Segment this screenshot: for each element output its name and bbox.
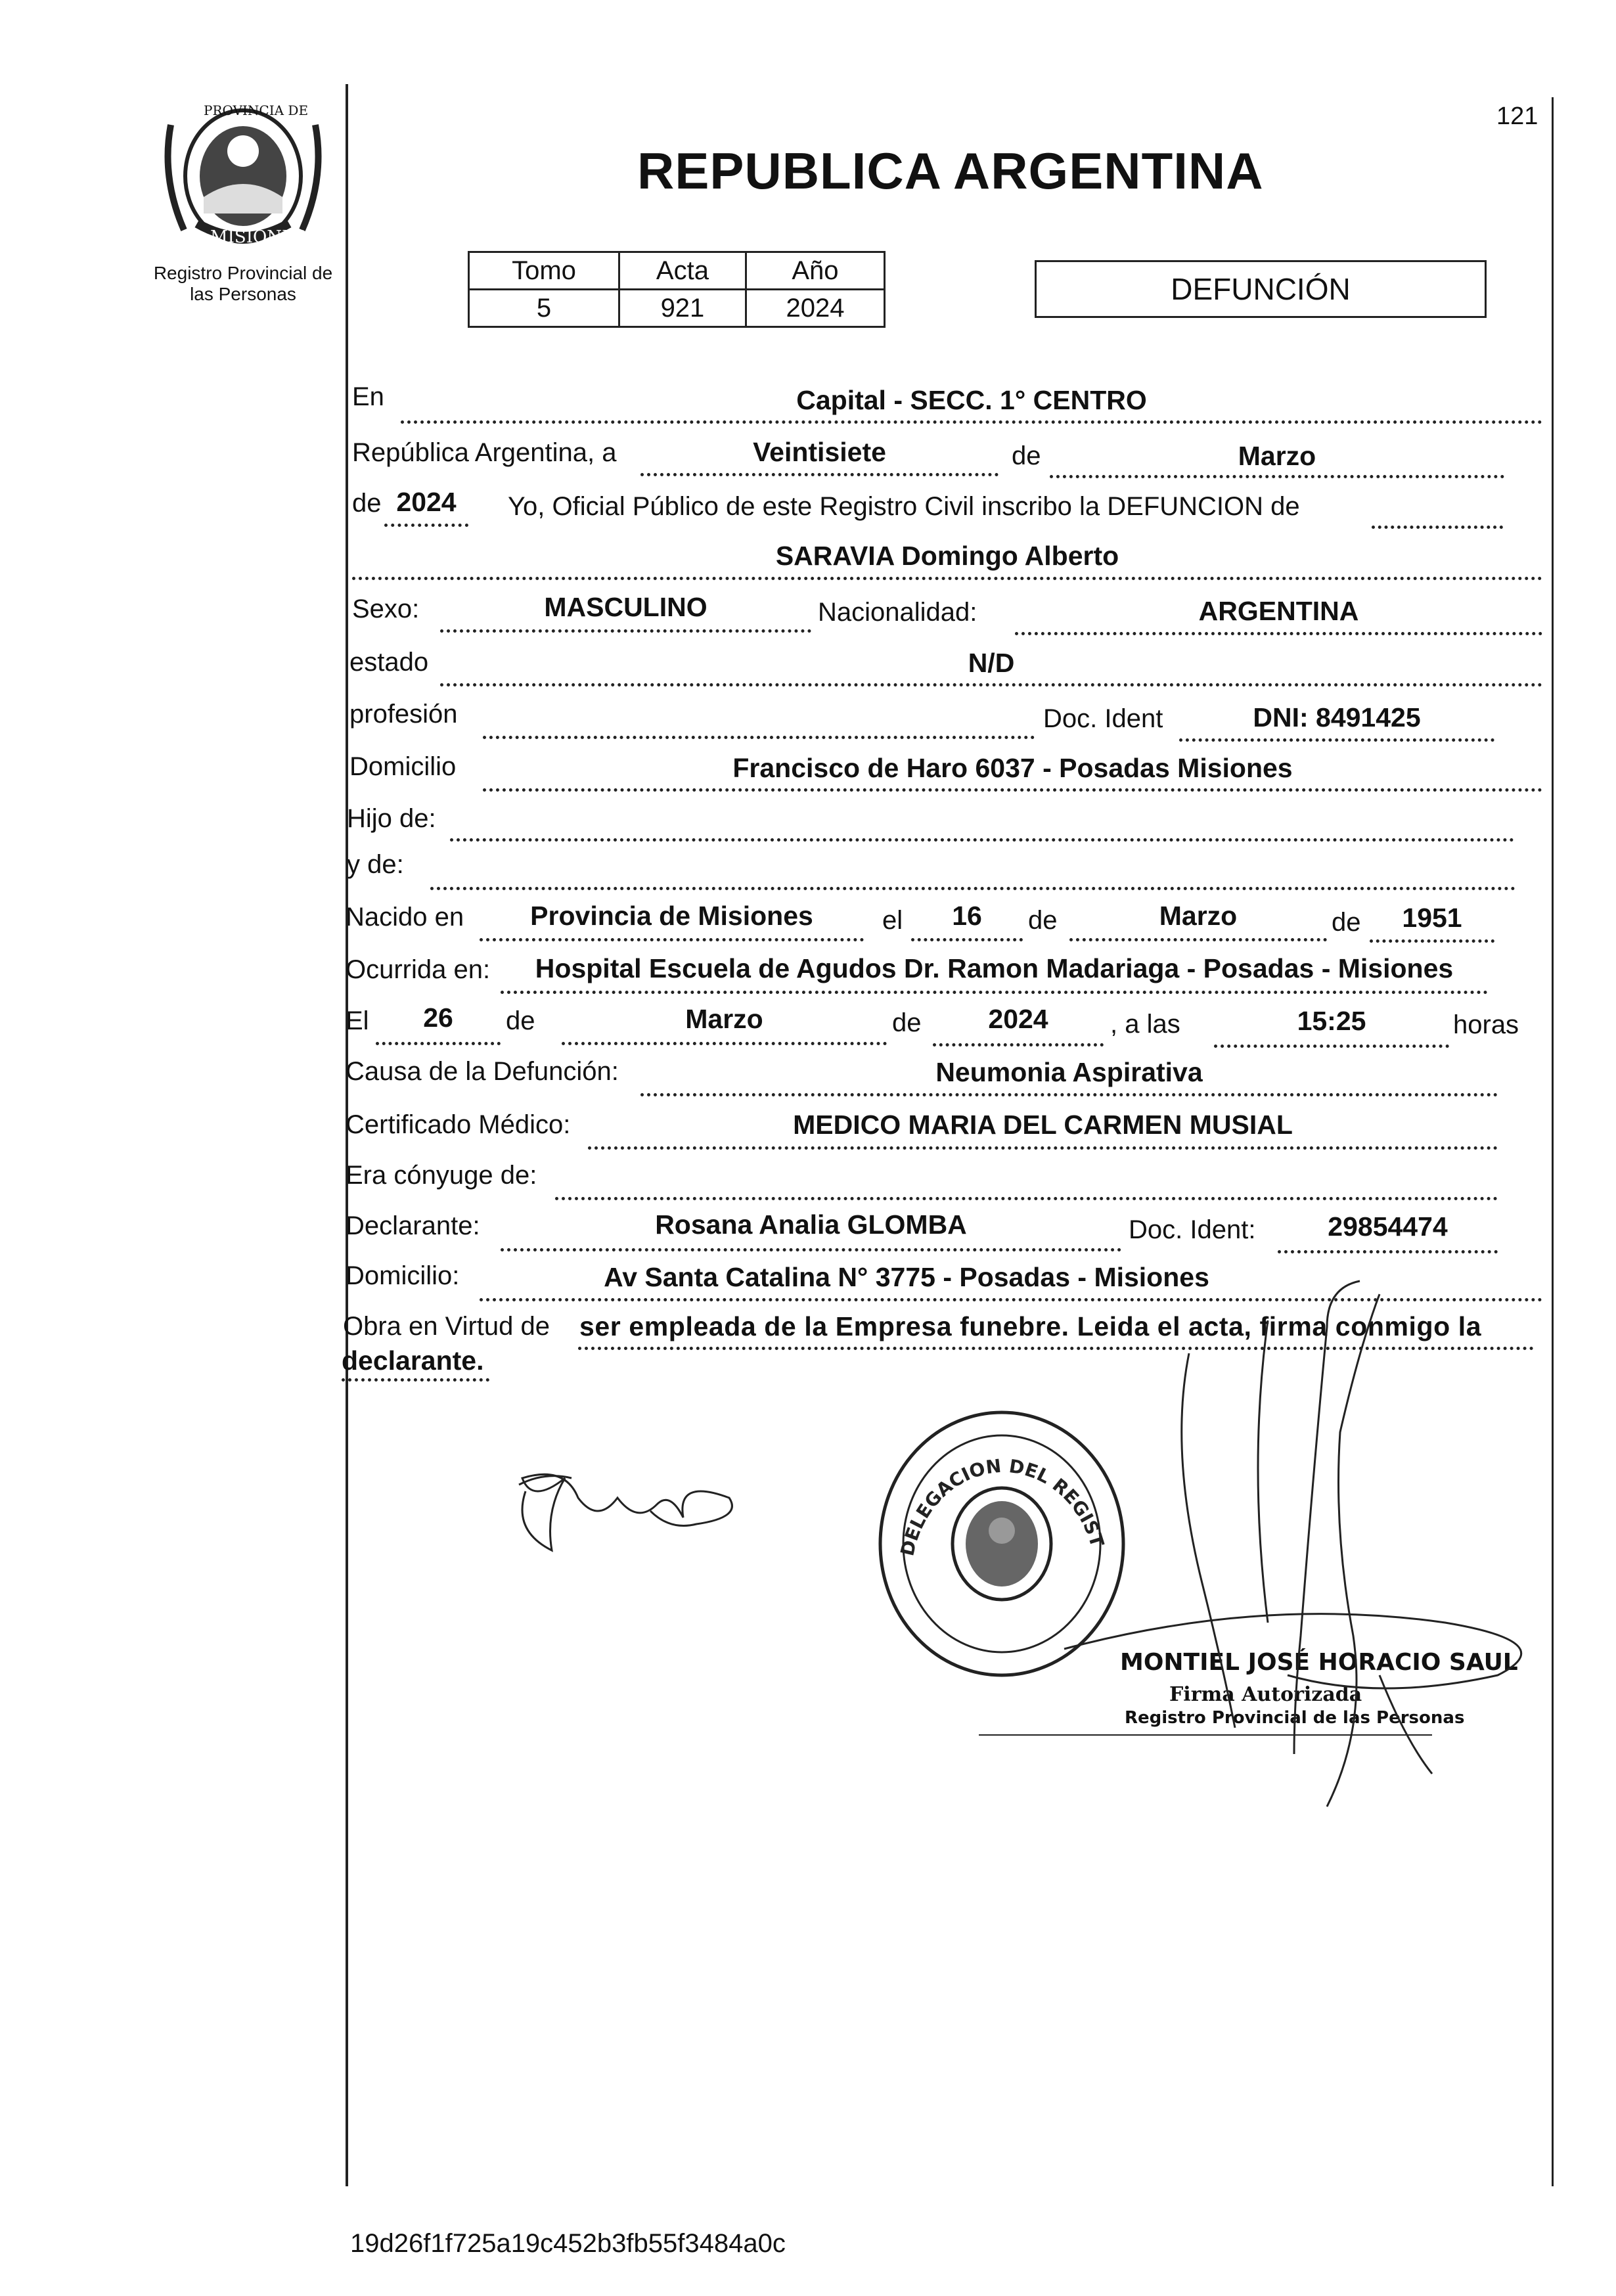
registry-line-2: las Personas	[190, 284, 296, 304]
act-table-header: Año	[746, 252, 884, 290]
month-value: Marzo	[1238, 441, 1316, 471]
estado-value: N/D	[968, 648, 1015, 678]
declarante-value: Rosana Analia GLOMBA	[655, 1209, 967, 1240]
a-las-label: , a las	[1110, 1010, 1180, 1039]
domicilio2-value: Av Santa Catalina N° 3775 - Posadas - Misiones	[604, 1262, 1209, 1292]
estado-dotted-line	[440, 683, 1542, 687]
official-office: Registro Provincial de las Personas	[1125, 1708, 1465, 1728]
nacionalidad-value: ARGENTINA	[1198, 596, 1359, 626]
nacido-anio-dotted-line	[1370, 939, 1494, 943]
seal-text-bottom: MISIONES	[210, 227, 306, 247]
hijo-label: Hijo de:	[347, 804, 436, 833]
act-anio-value: 2024	[746, 290, 884, 327]
conyuge-label: Era cónyuge de:	[346, 1161, 537, 1190]
domicilio-dotted-line	[483, 788, 1542, 792]
inscribo-dotted-line	[1372, 526, 1503, 529]
deceased-dotted-line	[352, 577, 1542, 580]
registry-line-1: Registro Provincial de	[153, 263, 333, 283]
defuncion-dia-value: 26	[423, 1002, 453, 1033]
declarant-signature	[486, 1452, 749, 1570]
page-title: REPUBLICA ARGENTINA	[637, 142, 1264, 200]
act-table-header: Acta	[619, 252, 746, 290]
day-words-value: Veintisiete	[753, 437, 886, 467]
act-table-value-row	[469, 290, 885, 327]
doc-ident-dotted-line	[1179, 738, 1494, 742]
hijo-dotted-line	[450, 838, 1514, 842]
act-table-header-row	[469, 252, 885, 290]
deceased-name-value: SARAVIA Domingo Alberto	[775, 541, 1119, 571]
y-de-label: y de:	[347, 850, 404, 879]
nacido-de-label: de	[1028, 906, 1058, 935]
declarante-dotted-line	[501, 1248, 1121, 1251]
obra-value-2: declarante.	[342, 1345, 484, 1376]
defuncion-mes-dotted-line	[562, 1042, 887, 1045]
declarante-label: Declarante:	[346, 1211, 480, 1240]
nacido-dia-dotted-line	[911, 938, 1023, 941]
official-signature	[985, 1268, 1550, 1813]
doc-ident-value: DNI: 8491425	[1253, 702, 1421, 732]
causa-value: Neumonia Aspirativa	[935, 1057, 1203, 1087]
defuncion-anio-value: 2024	[988, 1004, 1048, 1034]
nacido-lugar-value: Provincia de Misiones	[530, 901, 813, 931]
seal-text-top: PROVINCIA DE	[204, 102, 309, 118]
province-seal	[158, 99, 328, 250]
inscribo-text: Yo, Oficial Público de este Registro Civil inscribo la DEFUNCION de	[508, 492, 1300, 521]
republica-label: República Argentina, a	[352, 438, 617, 467]
obra-value: ser empleada de la Empresa funebre. Leida el acta, firma conmigo la	[579, 1311, 1482, 1341]
page-number: 121	[1496, 102, 1538, 130]
horas-label: horas	[1453, 1010, 1519, 1039]
ocurrida-label: Ocurrida en:	[346, 955, 491, 984]
sexo-value: MASCULINO	[544, 592, 707, 622]
sexo-dotted-line	[440, 629, 811, 633]
defuncion-de-label: de	[506, 1006, 535, 1035]
defuncion-mes-value: Marzo	[685, 1004, 763, 1034]
document-hash: 19d26f1f725a19c452b3fb55f3484a0c	[350, 2229, 786, 2258]
month-dotted-line	[1050, 475, 1504, 478]
conyuge-dotted-line	[555, 1197, 1498, 1200]
doc-ident2-value: 29854474	[1328, 1211, 1448, 1242]
domicilio-value: Francisco de Haro 6037 - Posadas Misiones	[732, 753, 1293, 783]
en-label: En	[352, 382, 384, 411]
doc-ident2-label: Doc. Ident:	[1129, 1215, 1256, 1244]
nacido-de-label-2: de	[1332, 908, 1361, 937]
defuncion-anio-dotted-line	[933, 1043, 1104, 1047]
certificado-dotted-line	[588, 1146, 1498, 1150]
defuncion-dia-dotted-line	[376, 1042, 501, 1045]
act-type: DEFUNCIÓN	[1171, 272, 1351, 306]
act-type-box	[1035, 260, 1487, 318]
act-table	[468, 251, 886, 328]
right-margin-line	[1552, 97, 1554, 2186]
official-role: Firma Autorizada	[1169, 1683, 1362, 1706]
domicilio-label: Domicilio	[349, 752, 457, 781]
day-dotted-line	[640, 473, 999, 476]
nacido-mes-dotted-line	[1069, 938, 1327, 941]
defuncion-de-label-2: de	[892, 1008, 922, 1037]
registry-name	[99, 263, 388, 305]
nacionalidad-label: Nacionalidad:	[818, 598, 977, 627]
hora-dotted-line	[1214, 1045, 1449, 1048]
certificado-value: MEDICO MARIA DEL CARMEN MUSIAL	[793, 1110, 1293, 1140]
nacido-dia-value: 16	[952, 901, 982, 931]
el-label: el	[882, 906, 903, 935]
de-label: de	[1012, 441, 1041, 470]
seal-arc-text: DELEGACION DEL REGIST	[896, 1454, 1108, 1558]
act-acta-value: 921	[619, 290, 746, 327]
ocurrida-dotted-line	[501, 991, 1488, 994]
obra-label: Obra en Virtud de	[343, 1312, 550, 1341]
nacido-lugar-dotted-line	[480, 938, 864, 941]
doc-ident2-dotted-line	[1278, 1250, 1498, 1253]
en-value: Capital - SECC. 1° CENTRO	[796, 385, 1147, 415]
act-tomo-value: 5	[469, 290, 619, 327]
y-de-dotted-line	[430, 887, 1515, 890]
causa-dotted-line	[640, 1093, 1498, 1096]
doc-ident-label: Doc. Ident	[1043, 704, 1163, 733]
causa-label: Causa de la Defunción:	[346, 1057, 619, 1086]
de-year-label: de	[352, 489, 382, 518]
year-value: 2024	[396, 487, 457, 517]
nacido-label: Nacido en	[346, 903, 464, 932]
nacionalidad-dotted-line	[1015, 632, 1542, 635]
hora-value: 15:25	[1297, 1006, 1366, 1036]
profesion-label: profesión	[349, 700, 458, 729]
nacido-anio-value: 1951	[1402, 903, 1462, 933]
certificado-label: Certificado Médico:	[346, 1110, 571, 1139]
nacido-mes-value: Marzo	[1159, 901, 1238, 931]
domicilio2-label: Domicilio:	[346, 1261, 460, 1290]
ocurrida-value: Hospital Escuela de Agudos Dr. Ramon Madariaga - Posadas - Misiones	[535, 953, 1454, 983]
el-cap-label: El	[346, 1006, 369, 1035]
official-name: MONTIEL JOSÉ HORACIO SAUL	[1120, 1649, 1518, 1676]
act-table-header: Tomo	[469, 252, 619, 290]
estado-label: estado	[349, 648, 429, 677]
sexo-label: Sexo:	[352, 595, 420, 623]
profesion-dotted-line	[483, 736, 1035, 739]
en-dotted-line	[401, 420, 1542, 424]
year-dotted-line	[384, 524, 468, 527]
obra-dotted-line-2	[342, 1378, 489, 1382]
